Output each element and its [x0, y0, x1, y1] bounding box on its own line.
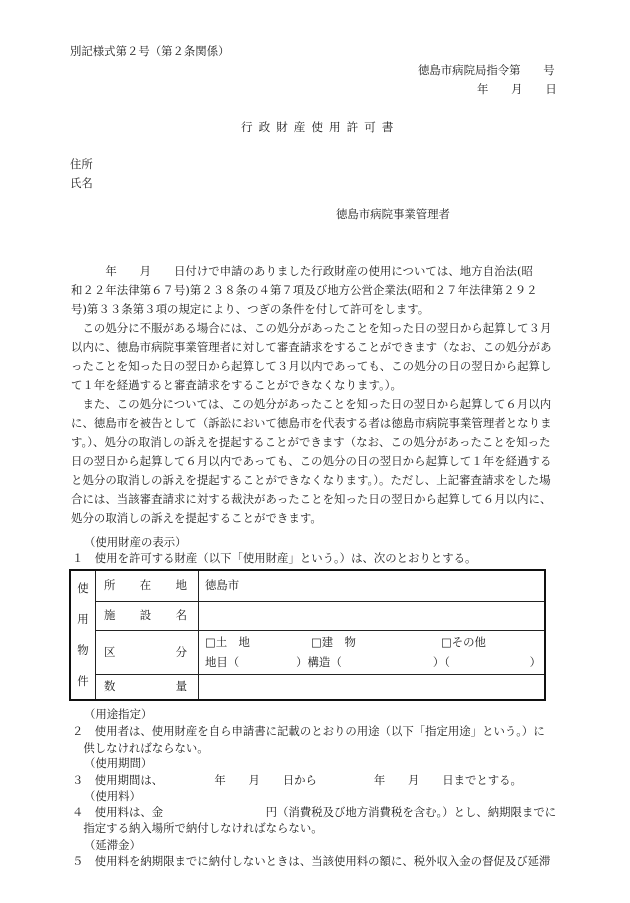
condition-line: 供しなければならない。	[72, 741, 209, 755]
condition-line: ２ 使用者は、使用財産を自ら申請書に記載のとおりの用途（以下「指定用途」という。）に	[72, 724, 545, 738]
condition-line: ３ 使用期間は、 年 月 日から 年 月 日までとする。	[72, 773, 522, 787]
name-label: 氏名	[70, 176, 93, 190]
condition-line: ５ 使用料を納期限までに納付しないときは、当該使用料の額に、税外収入金の督促及び延滞	[72, 854, 551, 868]
body-line: と処分の取消しの訴えを提起することができなくなります。）。ただし、上記審査請求をした場	[71, 473, 551, 487]
body-line: 合には、当該審査請求に対する裁決があったことを知った日の翌日から起算して６月以内に、	[71, 492, 552, 506]
quantity-label: 数 量	[96, 674, 199, 700]
checkbox-land[interactable]: □土 地	[205, 635, 250, 649]
condition-heading: （用途指定）	[84, 707, 153, 721]
address-label: 住所	[70, 157, 93, 171]
body-line: 処分の取消しの訴えを提起することができます。	[71, 511, 322, 525]
body-line: に、徳島市を被告として（訴訟において徳島市を代表する者は徳島市病院事業管理者となりま	[71, 416, 552, 430]
condition-heading: （延滞金）	[84, 838, 141, 852]
quantity-value[interactable]	[199, 674, 546, 700]
issue-date: 年 月 日	[477, 82, 557, 96]
body-line: また、この処分については、この処分があったことを知った日の翌日から起算して６月以内	[71, 397, 552, 411]
section-heading: （使用財産の表示）	[84, 535, 187, 549]
structure-field[interactable]: 構造（ ）（ ）	[307, 655, 542, 669]
body-line: て１年を経過すると審査請求をすることができなくなります。）。	[71, 378, 402, 392]
property-table	[69, 569, 546, 701]
condition-heading: （使用料）	[84, 789, 141, 803]
body-line: 号)第３３条第３項の規定により、つぎの条件を付して許可をします。	[71, 302, 430, 316]
condition-line: 指定する納入場所で納付しなければならない。	[72, 821, 323, 835]
section-text: １ 使用を許可する財産（以下「使用財産」という。）は、次のとおりとする。	[72, 551, 477, 565]
page-title: 行政財産使用許可書	[241, 120, 400, 134]
category-value[interactable]	[199, 630, 546, 674]
facility-label: 施 設 名	[96, 601, 199, 630]
facility-value[interactable]	[199, 601, 546, 630]
location-label: 所 在 地	[96, 570, 199, 601]
body-line: 日の翌日から起算して６月以内であっても、この処分の日の翌日から起算して１年を経過する	[71, 454, 552, 468]
body-line: 以内に、徳島市病院事業管理者に対して審査請求をすることができます（なお、この処分があ	[71, 340, 552, 354]
land-category-field[interactable]: 地目（ ）	[205, 655, 308, 669]
body-line: す。）、処分の取消しの訴えを提起することができます（なお、この処分があったことを知った	[71, 435, 551, 449]
body-line: 和２２年法律第６７号)第２３８条の４第７項及び地方公営企業法(昭和２７年法律第２９２	[71, 283, 538, 297]
issuer-name: 徳島市病院事業管理者	[336, 207, 450, 221]
condition-line: ４ 使用料は、金 円（消費税及び地方消費税を含む。）とし、納期限までに	[72, 805, 557, 819]
condition-heading: （使用期間）	[84, 756, 153, 770]
property-side-label: 使 用 物 件	[70, 570, 96, 700]
form-label: 別記様式第２号（第２条関係）	[70, 44, 230, 58]
body-line: この処分に不服がある場合には、この処分があったことを知った日の翌日から起算して３月	[71, 321, 552, 335]
directive-number: 徳島市病院局指令第 号	[418, 63, 555, 77]
body-line: 年 月 日付けで申請のありました行政財産の使用については、地方自治法(昭	[71, 264, 533, 278]
checkbox-building[interactable]: □建 物	[311, 635, 356, 649]
checkbox-other[interactable]: □その他	[441, 635, 486, 649]
category-label: 区 分	[96, 630, 199, 674]
location-value[interactable]: 徳島市	[199, 570, 546, 601]
body-line: ったことを知った日の翌日から起算して３月以内であっても、この処分の日の翌日から起算し	[71, 359, 552, 373]
